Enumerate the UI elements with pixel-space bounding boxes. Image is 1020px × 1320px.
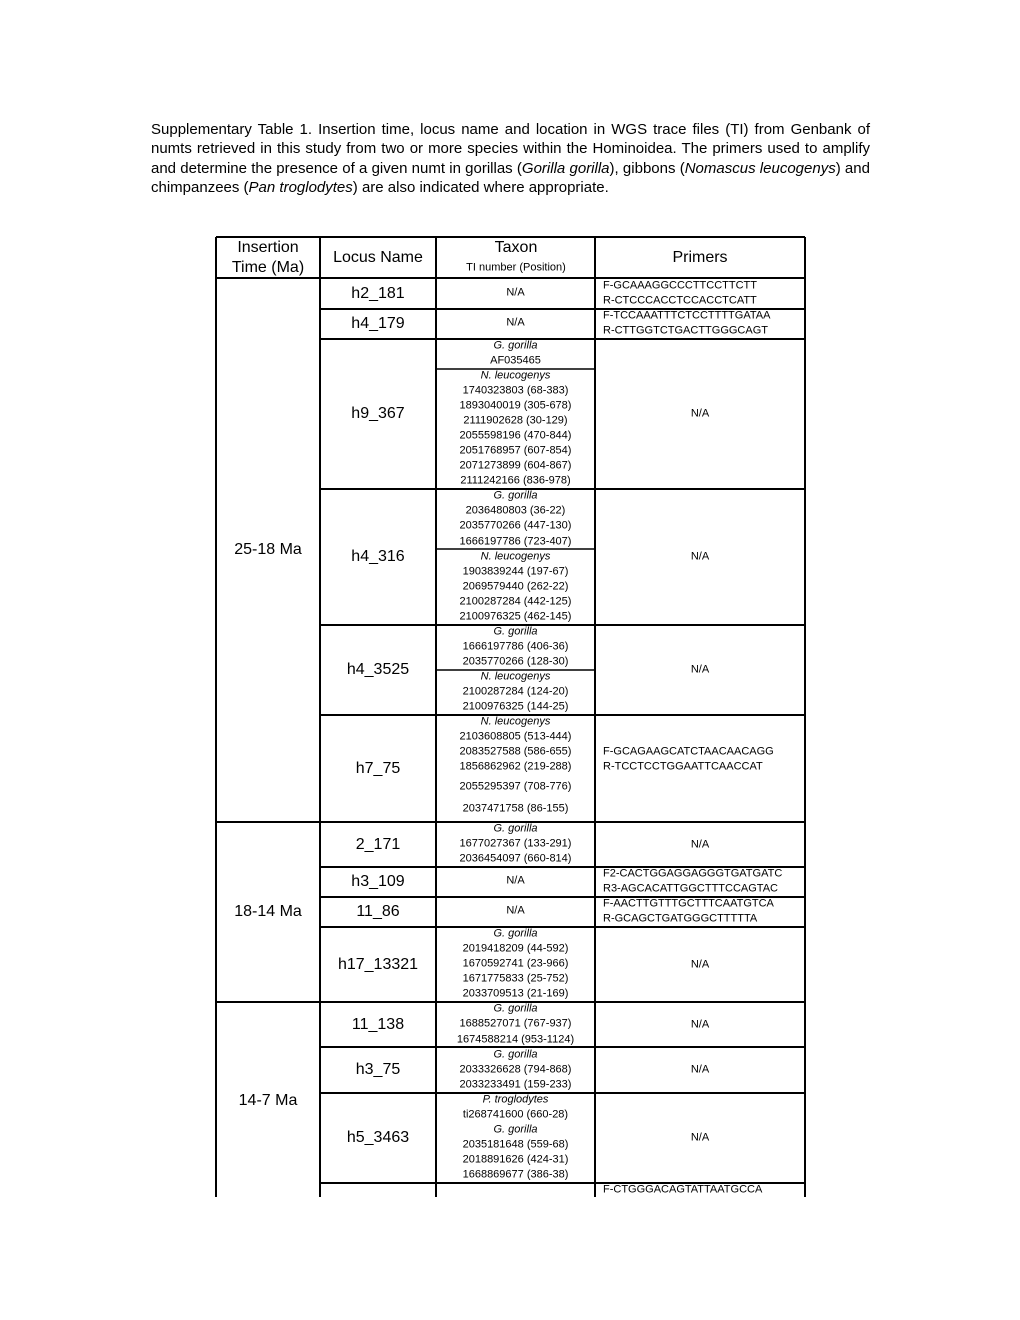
taxon-entry: AF035465: [490, 354, 541, 367]
taxon-species: N. leucogenys: [480, 715, 551, 728]
header-taxon: Taxon: [494, 239, 538, 256]
primer-sequence: F-TCCAAATTTCTCCTTTTGATAA: [603, 309, 771, 322]
taxon-species: N. leucogenys: [480, 550, 551, 563]
taxon-entry: 1666197786 (406-36): [462, 640, 569, 653]
taxon-entry: N/A: [506, 874, 525, 887]
header-primers: Primers: [672, 249, 728, 266]
taxon-entry: 2033709513 (21-169): [462, 987, 569, 1000]
species-gorilla: Gorilla gorilla: [521, 159, 610, 177]
primer-na: N/A: [690, 407, 710, 420]
taxon-entry: 1674588214 (953-1124): [456, 1033, 575, 1046]
taxon-species: G. gorilla: [493, 927, 538, 940]
primer-na: N/A: [690, 838, 710, 850]
primer-na: N/A: [690, 1131, 710, 1144]
group-label: 14-7 Ma: [238, 1092, 298, 1109]
taxon-entry: 2069579440 (262-22): [462, 580, 569, 593]
taxon-species: N. leucogenys: [480, 369, 551, 382]
taxon-entry: 1740323803 (68-383): [462, 384, 569, 397]
locus-name: 11_86: [356, 903, 400, 920]
caption-text-2: ), gibbons (: [609, 159, 685, 177]
taxon-species: P. troglodytes: [482, 1093, 549, 1106]
taxon-entry: 2019418209 (44-592): [462, 942, 569, 955]
primer-sequence: R-CTCCCACCTCCACCTCATT: [603, 294, 757, 307]
taxon-entry: 2100976325 (462-145): [459, 610, 572, 623]
taxon-entry: N/A: [506, 904, 525, 917]
primer-na: N/A: [690, 958, 710, 970]
locus-name: h2_181: [351, 284, 405, 302]
locus-name: h4_3525: [346, 661, 410, 678]
taxon-entry: 2103608805 (513-444): [459, 730, 572, 743]
taxon-entry: 2071273899 (604-867): [459, 459, 572, 472]
taxon-entry: 2033233491 (159-233): [459, 1078, 572, 1091]
taxon-entry: ti268741600 (660-28): [462, 1108, 569, 1121]
taxon-species: N. leucogenys: [480, 670, 551, 683]
taxon-entry: 2035770266 (447-130): [459, 519, 572, 532]
species-nomascus: Nomascus leucogenys: [684, 159, 836, 177]
primer-na: N/A: [690, 550, 710, 563]
primer-na: N/A: [690, 1063, 710, 1076]
caption-text-4: ) are also indicated where appropriate.: [352, 179, 609, 197]
taxon-entry: 2100976325 (144-25): [462, 700, 569, 713]
primer-sequence: F2-CACTGGAGGAGGGTGATGATC: [603, 867, 783, 880]
taxon-entry: 1856862962 (219-288): [459, 760, 572, 773]
primer-na: N/A: [690, 663, 710, 676]
header-time: Time (Ma): [231, 259, 305, 276]
taxon-entry: 1893040019 (305-678): [459, 399, 572, 412]
taxon-species: G. gorilla: [493, 339, 538, 352]
primer-sequence: F-AACTTGTTTGCTTTCAATGTCA: [603, 897, 774, 910]
taxon-species: G. gorilla: [493, 625, 538, 638]
primer-sequence: R-TCCTCCTGGAATTCAACCAT: [603, 760, 763, 773]
taxon-entry: 1668869677 (386-38): [462, 1168, 569, 1181]
taxon-entry: 2111242166 (836-978): [460, 474, 571, 487]
taxon-entry: N/A: [506, 286, 525, 299]
taxon-entry: N/A: [506, 316, 525, 329]
primer-sequence: F-GCAGAAGCATCTAACAACAGG: [603, 745, 774, 758]
taxon-entry: 2083527588 (586-655): [459, 745, 572, 758]
taxon-entry: 2036480803 (36-22): [465, 504, 566, 517]
taxon-entry: 1666197786 (723-407): [459, 535, 572, 548]
taxon-entry: 1670592741 (23-966): [462, 957, 569, 970]
locus-name: h17_13321: [337, 955, 419, 973]
taxon-entry: 1688527071 (767-937): [459, 1017, 572, 1030]
locus-name: h3_109: [351, 873, 405, 890]
taxon-entry: 1671775833 (25-752): [462, 972, 569, 985]
taxon-entry: 2036454097 (660-814): [459, 852, 572, 865]
caption-text-1: Supplementary Table 1. Insertion time, locus name and location in WGS trace files (TI) from Genbank of numts retrieved in this study from two or more species within the Hominoidea. The primers used to amplify and determine the presence of a given numt in gorillas (: [151, 121, 870, 177]
taxon-species: G. gorilla: [493, 822, 538, 835]
locus-name: h5_3463: [346, 1129, 410, 1146]
locus-name: h7_75: [355, 759, 401, 777]
primer-sequence: F-GCAAAGGCCCTTCCTTCTT: [603, 279, 757, 292]
taxon-entry: 1677027367 (133-291): [459, 837, 572, 850]
primer-sequence: R-CTTGGTCTGACTTGGGCAGT: [603, 324, 768, 337]
header-insertion: Insertion: [237, 239, 299, 256]
locus-name: h3_75: [355, 1061, 401, 1078]
caption-text-3: ) and chimpanzees (: [151, 159, 870, 197]
primer-sequence: F-CTGGGACAGTATTAATGCCA: [603, 1183, 763, 1196]
taxon-entry: 2100287284 (442-125): [459, 595, 572, 608]
taxon-species: G. gorilla: [493, 1123, 538, 1136]
group-label: 18-14 Ma: [234, 903, 302, 920]
taxon-entry: 2051768957 (607-854): [459, 444, 572, 457]
header-ti-number: TI number (Position): [466, 261, 566, 274]
locus-name: 2_171: [355, 835, 401, 853]
taxon-entry: 2111902628 (30-129): [463, 414, 568, 427]
header-locus-name: Locus Name: [333, 249, 423, 266]
taxon-species: G. gorilla: [493, 1002, 538, 1015]
locus-name: h4_316: [351, 548, 405, 565]
taxon-entry: 2035770266 (128-30): [462, 655, 569, 668]
taxon-entry: 2018891626 (424-31): [462, 1153, 569, 1166]
locus-name: h4_179: [351, 315, 405, 332]
species-pan: Pan troglodytes: [248, 179, 353, 197]
taxon-entry: 2055598196 (470-844): [459, 429, 572, 442]
taxon-entry: 2037471758 (86-155): [462, 802, 569, 815]
primer-sequence: R-GCAGCTGATGGGCTTTTTA: [603, 912, 758, 925]
locus-name: 11_138: [351, 1015, 405, 1033]
taxon-entry: 2035181648 (559-68): [462, 1138, 569, 1151]
taxon-species: G. gorilla: [493, 489, 538, 502]
primer-na: N/A: [690, 1018, 710, 1030]
taxon-entry: 1903839244 (197-67): [462, 565, 569, 578]
primer-sequence: R3-AGCACATTGGCTTTCCAGTAC: [603, 882, 778, 895]
taxon-entry: 2055295397 (708-776): [459, 780, 572, 793]
taxon-species: G. gorilla: [493, 1048, 538, 1061]
taxon-entry: 2100287284 (124-20): [462, 685, 569, 698]
group-label: 25-18 Ma: [234, 541, 302, 558]
locus-name: h9_367: [351, 405, 405, 422]
taxon-entry: 2033326628 (794-868): [459, 1063, 572, 1076]
